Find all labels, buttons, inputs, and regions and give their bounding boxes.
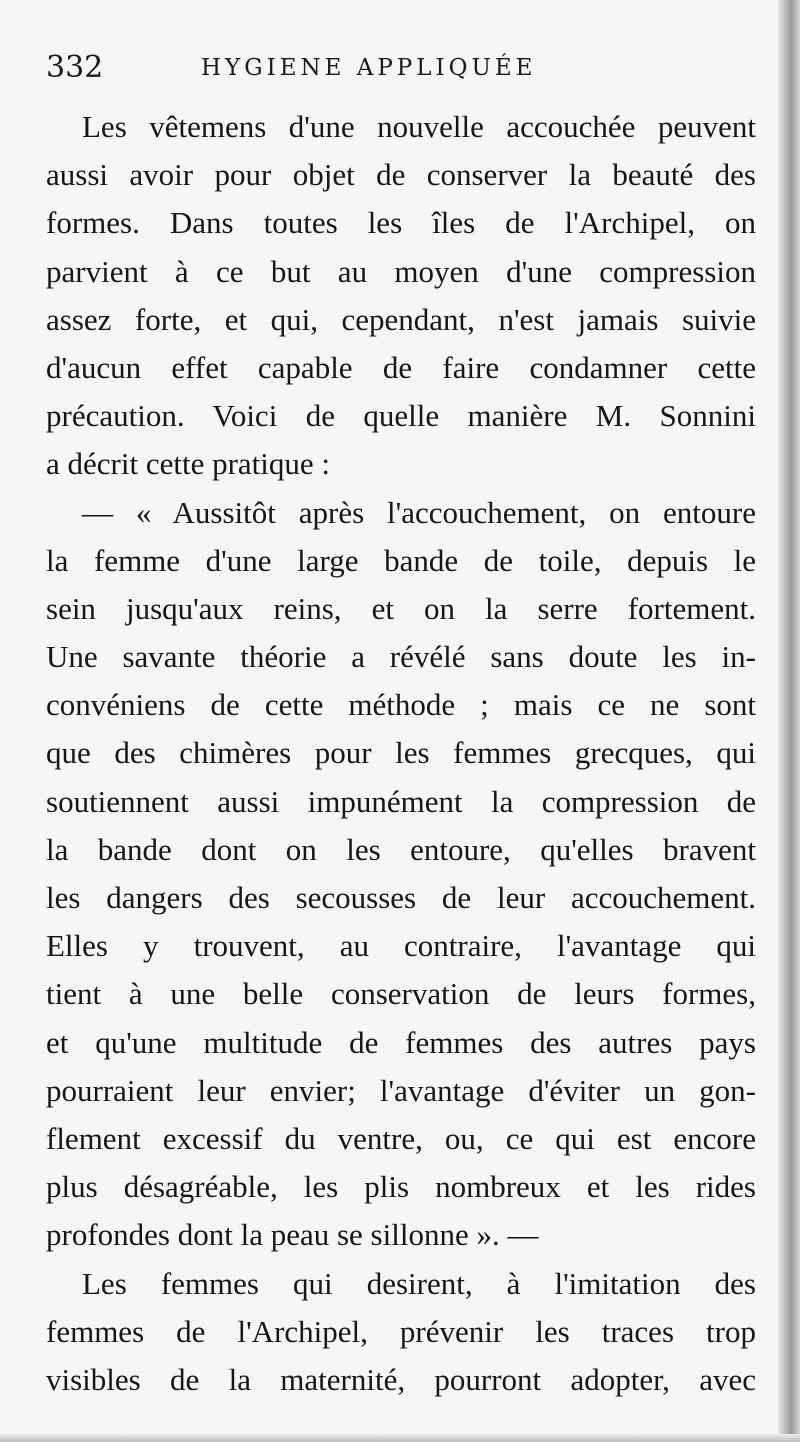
text-line: plus désagréable, les plis nombreux et les rides (46, 1169, 756, 1205)
page-edge-shadow (778, 0, 800, 1442)
text-line: que des chimères pour les femmes grecques, qui (46, 735, 756, 771)
text-line: pourraient leur envier; l'avantage d'éviter un gon- (46, 1072, 756, 1108)
text-line: a décrit cette pratique : (46, 446, 331, 482)
text-line: parvient à ce but au moyen d'une compression (46, 253, 756, 289)
text-line: formes. Dans toutes les îles de l'Archipel, on (46, 205, 756, 241)
text-line: — « Aussitôt après l'accouchement, on entoure (82, 494, 756, 530)
text-line: sein jusqu'aux reins, et on la serre fortement. (46, 590, 756, 626)
text-line: Une savante théorie a révélé sans doute les in- (46, 639, 756, 675)
text-line: Les vêtemens d'une nouvelle accouchée peuvent (82, 109, 756, 144)
text-line: précaution. Voici de quelle manière M. Sonnini (46, 398, 756, 434)
page-header (46, 48, 766, 88)
text-line: aussi avoir pour objet de conserver la beauté des (46, 157, 756, 193)
text-line: d'aucun effet capable de faire condamner cette (46, 349, 756, 385)
text-line: Elles y trouvent, au contraire, l'avantage qui (46, 928, 756, 964)
running-head: HYGIENE APPLIQUÉE (201, 55, 537, 81)
text-line: la bande dont on les entoure, qu'elles bravent (46, 831, 756, 867)
text-line: tient à une belle conservation de leurs formes, (46, 976, 756, 1012)
text-line: les dangers des secousses de leur accouchement. (46, 880, 756, 915)
page-number: 332 (46, 50, 104, 85)
text-line: visibles de la maternité, pourront adopter, avec (46, 1361, 756, 1397)
page-bottom-edge (0, 1434, 800, 1442)
text-line: et qu'une multitude de femmes des autres pays (46, 1024, 756, 1060)
text-line: assez forte, et qui, cependant, n'est jamais suivie (46, 301, 756, 337)
text-line: soutiennent aussi impunément la compression de (46, 783, 756, 819)
text-line: la femme d'une large bande de toile, depuis le (46, 542, 756, 578)
text-line: convéniens de cette méthode ; mais ce ne sont (46, 687, 756, 723)
text-line: Les femmes qui desirent, à l'imitation des (82, 1265, 756, 1301)
body-text (46, 103, 756, 1404)
text-line: femmes de l'Archipel, prévenir les traces trop (46, 1313, 756, 1349)
text-line: profondes dont la peau se sillonne ». — (46, 1217, 539, 1253)
text-line: flement excessif du ventre, ou, ce qui est encore (46, 1120, 756, 1156)
